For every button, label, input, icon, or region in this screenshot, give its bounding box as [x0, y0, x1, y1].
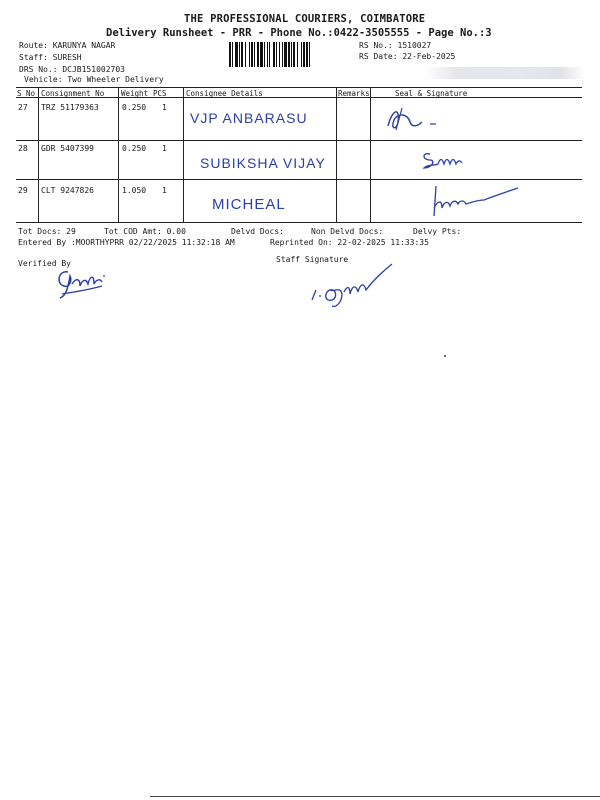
row-pcs: 1 [162, 103, 167, 112]
print-speck [444, 355, 446, 357]
row-weight: 0.250 [122, 103, 147, 112]
row-signature-1 [378, 100, 458, 136]
rs-date: RS Date: 22-Feb-2025 [359, 52, 456, 61]
row-signature-2 [418, 146, 478, 176]
rs-number: RS No.: 1510027 [359, 41, 432, 50]
row-consignee-handwritten: MICHEAL [212, 196, 286, 213]
row-rule-2 [16, 179, 582, 180]
faint-stamp [425, 67, 585, 79]
row-pcs: 1 [162, 186, 167, 195]
col-rule-1 [38, 87, 39, 222]
col-rule-3 [183, 87, 184, 222]
row-consignment: CLT 9247826 [41, 186, 94, 195]
row-sno: 29 [18, 186, 28, 195]
total-cod-amount: Tot COD Amt: 0.00 [104, 227, 186, 236]
header-sno: S No [17, 89, 36, 98]
col-rule-2 [118, 87, 119, 222]
col-rule-4 [336, 87, 337, 222]
reprinted-on: Reprinted On: 22-02-2025 11:33:35 [270, 238, 429, 247]
total-docs: Tot Docs: 29 [18, 227, 76, 236]
header-seal-signature: Seal & Signature [395, 89, 468, 98]
row-consignment: TRZ 51179363 [41, 103, 99, 112]
route-label: Route: KARUNYA NAGAR [19, 41, 116, 50]
row-consignment: GDR 5407399 [41, 144, 94, 153]
row-rule-1 [16, 140, 582, 141]
row-weight: 1.050 [122, 186, 147, 195]
row-pcs: 1 [162, 144, 167, 153]
delivered-docs: Delvd Docs: [231, 227, 284, 236]
header-pcs: PCS [153, 89, 167, 98]
header-consignment: Consignment No [41, 89, 105, 98]
drs-number: DRS No.: DCJB151002703 [19, 65, 125, 74]
document-title: THE PROFESSIONAL COURIERS, COIMBATORE [184, 13, 426, 25]
row-consignee-handwritten: SUBIKSHA VIJAY [200, 155, 326, 171]
row-consignee-handwritten: VJP ANBARASU [190, 110, 308, 126]
row-sno: 28 [18, 144, 28, 153]
row-sno: 27 [18, 103, 28, 112]
entered-by: Entered By :MOORTHYPRR 02/22/2025 11:32:18 AM [18, 238, 235, 247]
document-subtitle: Delivery Runsheet - PRR - Phone No.:0422-3505555 - Page No.:3 [106, 27, 492, 39]
row-signature-3 [428, 182, 523, 220]
table-top-rule [16, 87, 582, 88]
verified-by-signature [54, 264, 124, 304]
header-weight: Weight [121, 89, 149, 98]
col-rule-5 [370, 87, 371, 222]
page-bottom-edge [150, 796, 600, 797]
non-delivered-docs: Non Delvd Docs: [311, 227, 384, 236]
header-consignee: Consignee Details [186, 89, 263, 98]
delivery-points: Delvy Pts: [413, 227, 462, 236]
table-bottom-rule [16, 222, 582, 223]
barcode [229, 42, 351, 67]
staff-label: Staff: SURESH [19, 53, 82, 62]
staff-signature-label: Staff Signature [276, 255, 349, 264]
vehicle-label: Vehicle: Two Wheeler Delivery [24, 75, 164, 84]
staff-signature [306, 262, 398, 312]
row-weight: 0.250 [122, 144, 147, 153]
verified-by-label: Verified By [18, 259, 71, 268]
header-remarks: Remarks [338, 89, 370, 98]
